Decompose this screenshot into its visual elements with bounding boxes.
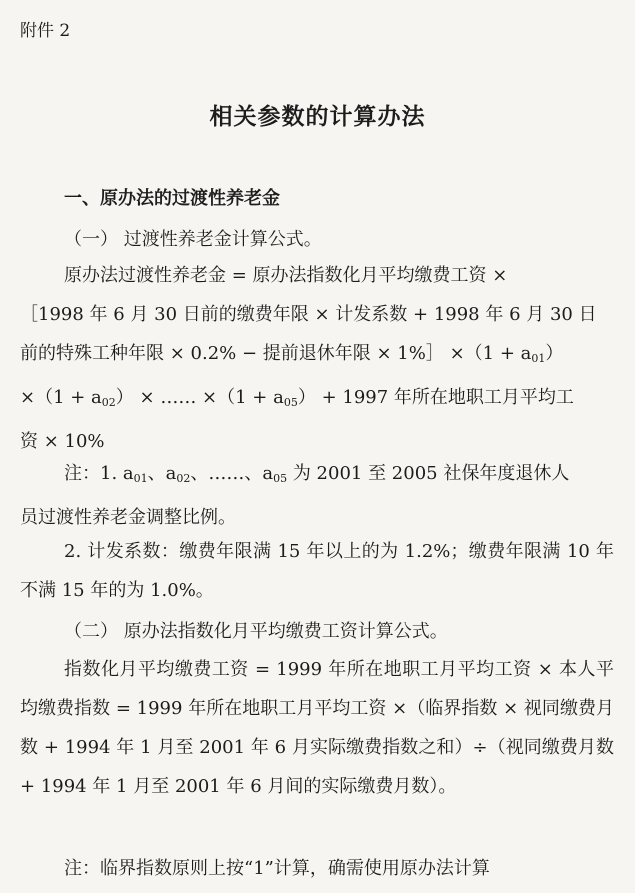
note-3: 注：临界指数原则上按“1”计算，确需使用原办法计算: [64, 858, 490, 879]
formula-line-3: 前的特殊工种年限 × 0.2% − 提前退休年限 × 1%］ $\times(1 + a_{01})$: [20, 343, 564, 365]
page-title: 相关参数的计算办法: [209, 104, 426, 130]
subsection-title-2: （二） 原办法指数化月平均缴费工资计算公式。: [64, 621, 448, 642]
section-heading: 一、原办法的过渡性养老金: [64, 188, 280, 209]
formula-line-1: 原办法过渡性养老金 = 原办法指数化月平均缴费工资 ×: [64, 265, 508, 286]
formula-line-2: ［1998 年 6 月 30 日前的缴费年限 × 计发系数 + 1998 年 6 月 30 日: [20, 304, 597, 325]
formula-indexed-wage: 指数化月平均缴费工资 = 1999 年所在地职工月平均工资 × 本人平均缴费指数 = 1999 年所在地职工月平均工资 ×（临界指数 × 视同缴费月数 + 1994 年 1 月至 2001 年 6 月实际缴费指数之和）÷（视同缴费月数 + 1994 年 1 月至 2001 年 6 月间的实际缴费月数）。: [20, 659, 614, 797]
formula-line-5: 资 × 10%: [20, 431, 105, 452]
formula-line-4: $\times(1 + a_{02})$ × …… $\times(1 + a_{05}) + 1997$ 年所在地职工月平均工: [20, 387, 574, 409]
note-1: 注：1. $a_{01}$、$a_{02}$、……、$a_{05}$ 为 2001 至 2005 社保年度退休人 员过渡性养老金调整比例。: [20, 463, 570, 528]
formula-transition-pension: [20, 256, 614, 461]
annex-label: 附件 2: [20, 21, 71, 41]
note-2: 2. 计发系数：缴费年限满 15 年以上的为 1.2%；缴费年限满 10 年不满 15 年的为 1.0%。: [20, 541, 614, 601]
subsection-title-1: （一） 过渡性养老金计算公式。: [64, 229, 322, 250]
